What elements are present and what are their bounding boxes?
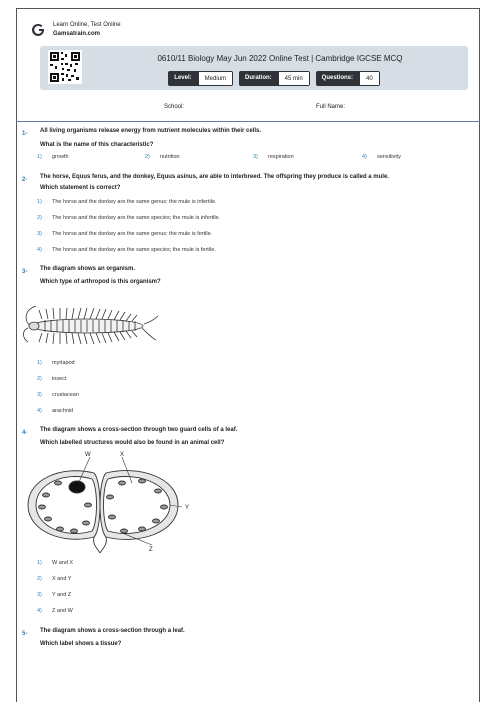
option-text[interactable]: crustacean	[52, 392, 79, 398]
option-text[interactable]: sensitivity	[377, 154, 401, 160]
questions-key: Questions:	[316, 71, 359, 86]
test-header	[40, 46, 468, 90]
option-number[interactable]: 3)	[253, 154, 258, 160]
page-frame-right	[479, 8, 480, 702]
option-number[interactable]: 1)	[37, 199, 42, 205]
label-y: Y	[185, 505, 190, 511]
question-2	[22, 174, 472, 258]
option-number[interactable]: 2)	[145, 154, 150, 160]
option-number[interactable]: 1)	[37, 154, 42, 160]
option-number[interactable]: 2)	[37, 376, 42, 382]
header-divider	[16, 121, 480, 122]
option-number[interactable]: 4)	[362, 154, 367, 160]
option-number[interactable]: 3)	[37, 392, 42, 398]
level-key: Level:	[168, 71, 197, 86]
question-text: The diagram shows a cross-section through two guard cells of a leaf.	[40, 427, 238, 433]
option-number[interactable]: 4)	[37, 408, 42, 414]
brand-site[interactable]: Gamsatrain.com	[53, 31, 101, 37]
test-meta	[40, 71, 468, 86]
question-prompt: Which label shows a tissue?	[40, 641, 122, 647]
option-text[interactable]: The horse and the donkey are the same genus; the mule is fertile.	[52, 231, 213, 237]
option-number[interactable]: 4)	[37, 608, 42, 614]
option-number[interactable]: 1)	[37, 360, 42, 366]
arthropod-diagram	[22, 296, 162, 348]
question-prompt: What is the name of this characteristic?	[40, 142, 154, 148]
option-text[interactable]: respiration	[268, 154, 294, 160]
question-prompt: Which labelled structures would also be found in an animal cell?	[40, 440, 225, 446]
question-prompt: Which statement is correct?	[40, 185, 121, 191]
question-text: All living organisms release energy from nutrient molecules within their cells.	[40, 128, 262, 134]
option-text[interactable]: growth	[52, 154, 69, 160]
option-text[interactable]: nutrition	[160, 154, 180, 160]
question-number: 1-	[22, 131, 28, 137]
guard-cells-diagram	[22, 449, 202, 553]
question-number: 3-	[22, 269, 28, 275]
question-number: 4-	[22, 430, 28, 436]
page-frame-left	[16, 8, 17, 702]
option-text[interactable]: arachnid	[52, 408, 74, 414]
questions-value: 40	[359, 71, 380, 86]
option-text[interactable]: The horse and the donkey are the same species; the mule is infertile.	[52, 215, 221, 221]
label-x: X	[120, 452, 125, 458]
full-name-field[interactable]: Full Name:	[316, 104, 346, 110]
option-number[interactable]: 2)	[37, 215, 42, 221]
question-text: The diagram shows an organism.	[40, 266, 136, 272]
option-number[interactable]: 4)	[37, 247, 42, 253]
brand[interactable]	[31, 21, 121, 39]
test-title: 0610/11 Biology May Jun 2022 Online Test | Cambridge IGCSE MCQ	[157, 54, 403, 63]
option-number[interactable]: 3)	[37, 231, 42, 237]
option-text[interactable]: The horse and the donkey are the same genus; the mule is infertile.	[52, 199, 217, 205]
option-text[interactable]: Y and Z	[52, 592, 72, 598]
question-1	[22, 128, 472, 168]
option-text[interactable]: X and Y	[52, 576, 72, 582]
question-3	[22, 266, 472, 416]
level-pill	[168, 71, 233, 86]
option-text[interactable]: myriapod	[52, 360, 75, 366]
brand-tagline: Learn Online, Test Online	[53, 22, 121, 28]
option-text[interactable]: The horse and the donkey are the same species; the mule is fertile.	[52, 247, 216, 253]
option-text[interactable]: Z and W	[52, 608, 73, 614]
label-w: W	[85, 452, 91, 458]
duration-key: Duration:	[239, 71, 278, 86]
option-number[interactable]: 2)	[37, 576, 42, 582]
questions-pill	[316, 71, 380, 86]
page-frame-top	[16, 8, 480, 9]
label-z: Z	[149, 547, 153, 553]
question-text: The horse, Equus ferus, and the donkey, Equus asinus, are able to interbreed. The offspring they produce is called a mule.	[40, 174, 389, 180]
question-prompt: Which type of arthropod is this organism?	[40, 279, 161, 285]
duration-value: 45 min	[278, 71, 310, 86]
school-field[interactable]: School:	[164, 104, 185, 110]
option-text[interactable]: W and X	[52, 560, 74, 566]
option-number[interactable]: 1)	[37, 560, 42, 566]
question-5	[22, 628, 472, 652]
gamsatrain-logo-icon	[31, 23, 45, 37]
question-number: 2-	[22, 177, 28, 183]
question-text: The diagram shows a cross-section through a leaf.	[40, 628, 185, 634]
option-number[interactable]: 3)	[37, 592, 42, 598]
duration-pill	[239, 71, 310, 86]
option-text[interactable]: insect	[52, 376, 67, 382]
question-4	[22, 427, 472, 617]
question-number: 5-	[22, 631, 28, 637]
level-value: Medium	[198, 71, 233, 86]
